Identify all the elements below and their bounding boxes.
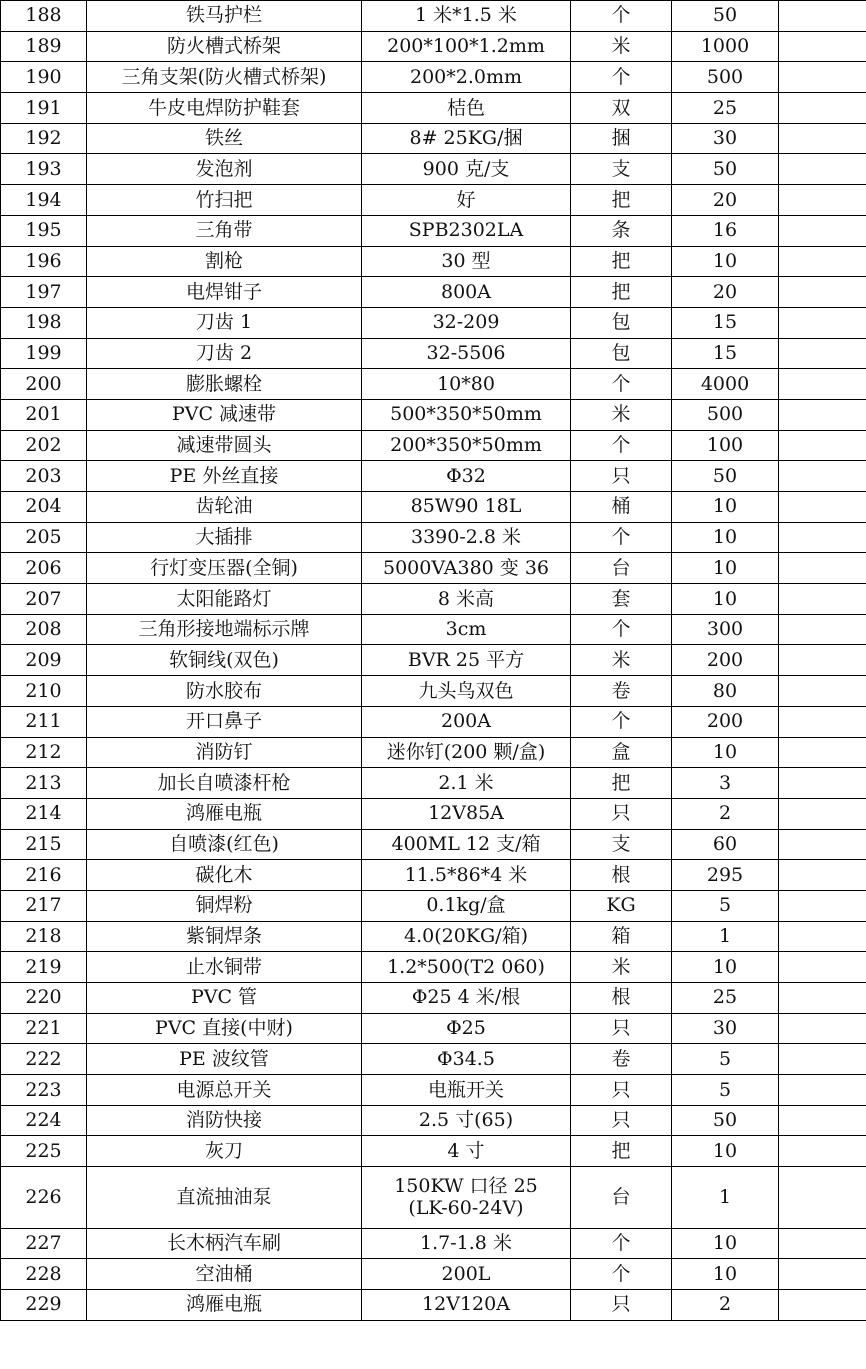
item-name-cell: 电焊钳子 <box>87 277 362 308</box>
item-quantity-cell: 5 <box>672 890 779 921</box>
table-row <box>1 31 866 62</box>
item-name-cell: 软铜线(双色) <box>87 645 362 676</box>
item-name-cell: 防水胶布 <box>87 676 362 707</box>
item-quantity-cell: 10 <box>672 584 779 615</box>
row-number-cell: 191 <box>1 93 87 124</box>
row-number-cell: 201 <box>1 399 87 430</box>
item-quantity-cell: 200 <box>672 706 779 737</box>
item-quantity-cell: 10 <box>672 1136 779 1167</box>
item-note-cell <box>779 492 866 523</box>
item-note-cell <box>779 1167 866 1228</box>
table-row <box>1 1075 866 1106</box>
item-unit-cell: 个 <box>571 1228 672 1259</box>
row-number-cell: 203 <box>1 461 87 492</box>
item-name-cell: 刀齿 1 <box>87 307 362 338</box>
row-number-cell: 214 <box>1 798 87 829</box>
row-number-cell: 212 <box>1 737 87 768</box>
row-number-cell: 224 <box>1 1105 87 1136</box>
item-spec-cell: 12V85A <box>362 798 571 829</box>
item-quantity-cell: 50 <box>672 1105 779 1136</box>
table-row <box>1 215 866 246</box>
item-spec-cell: 900 克/支 <box>362 154 571 185</box>
row-number-cell: 200 <box>1 369 87 400</box>
table-row <box>1 553 866 584</box>
item-quantity-cell: 295 <box>672 860 779 891</box>
item-quantity-cell: 20 <box>672 185 779 216</box>
item-spec-cell: Φ32 <box>362 461 571 492</box>
item-quantity-cell: 10 <box>672 952 779 983</box>
table-row <box>1 1289 866 1320</box>
item-note-cell <box>779 1013 866 1044</box>
item-spec-cell: 3cm <box>362 614 571 645</box>
item-spec-cell: BVR 25 平方 <box>362 645 571 676</box>
item-note-cell <box>779 93 866 124</box>
table-row <box>1 614 866 645</box>
table-row <box>1 645 866 676</box>
item-spec-cell: SPB2302LA <box>362 215 571 246</box>
item-note-cell <box>779 1228 866 1259</box>
item-name-cell: 消防钉 <box>87 737 362 768</box>
item-name-cell: 灰刀 <box>87 1136 362 1167</box>
item-name-cell: 三角形接地端标示牌 <box>87 614 362 645</box>
item-quantity-cell: 500 <box>672 399 779 430</box>
item-name-cell: 行灯变压器(全铜) <box>87 553 362 584</box>
item-quantity-cell: 50 <box>672 1 779 32</box>
table-row <box>1 246 866 277</box>
item-name-cell: 开口鼻子 <box>87 706 362 737</box>
item-note-cell <box>779 890 866 921</box>
item-name-cell: 紫铜焊条 <box>87 921 362 952</box>
item-name-cell: 三角带 <box>87 215 362 246</box>
item-name-cell: 铜焊粉 <box>87 890 362 921</box>
item-spec-cell: 好 <box>362 185 571 216</box>
row-number-cell: 197 <box>1 277 87 308</box>
item-spec-cell: 2.5 寸(65) <box>362 1105 571 1136</box>
item-unit-cell: 套 <box>571 584 672 615</box>
row-number-cell: 218 <box>1 921 87 952</box>
item-name-cell: PE 波纹管 <box>87 1044 362 1075</box>
item-name-cell: 竹扫把 <box>87 185 362 216</box>
item-note-cell <box>779 676 866 707</box>
row-number-cell: 194 <box>1 185 87 216</box>
item-quantity-cell: 60 <box>672 829 779 860</box>
table-row <box>1 1105 866 1136</box>
item-note-cell <box>779 952 866 983</box>
item-quantity-cell: 4000 <box>672 369 779 400</box>
table-row <box>1 1136 866 1167</box>
item-quantity-cell: 10 <box>672 492 779 523</box>
item-unit-cell: 个 <box>571 614 672 645</box>
item-quantity-cell: 500 <box>672 62 779 93</box>
item-spec-cell: 4 寸 <box>362 1136 571 1167</box>
item-quantity-cell: 15 <box>672 338 779 369</box>
item-name-cell: 止水铜带 <box>87 952 362 983</box>
item-unit-cell: 桶 <box>571 492 672 523</box>
item-note-cell <box>779 154 866 185</box>
table-row <box>1 768 866 799</box>
item-name-cell: PE 外丝直接 <box>87 461 362 492</box>
row-number-cell: 228 <box>1 1259 87 1290</box>
item-quantity-cell: 30 <box>672 1013 779 1044</box>
item-spec-cell: 400ML 12 支/箱 <box>362 829 571 860</box>
item-unit-cell: 支 <box>571 154 672 185</box>
item-unit-cell: 个 <box>571 62 672 93</box>
item-unit-cell: KG <box>571 890 672 921</box>
item-name-cell: 牛皮电焊防护鞋套 <box>87 93 362 124</box>
item-quantity-cell: 10 <box>672 1259 779 1290</box>
item-spec-cell: 200*350*50mm <box>362 430 571 461</box>
row-number-cell: 206 <box>1 553 87 584</box>
item-name-cell: 长木柄汽车刷 <box>87 1228 362 1259</box>
row-number-cell: 223 <box>1 1075 87 1106</box>
row-number-cell: 213 <box>1 768 87 799</box>
item-unit-cell: 捆 <box>571 123 672 154</box>
item-note-cell <box>779 614 866 645</box>
item-note-cell <box>779 737 866 768</box>
item-quantity-cell: 10 <box>672 246 779 277</box>
item-unit-cell: 条 <box>571 215 672 246</box>
item-unit-cell: 把 <box>571 1136 672 1167</box>
item-spec-cell: 3390-2.8 米 <box>362 522 571 553</box>
item-spec-cell: 800A <box>362 277 571 308</box>
item-spec-cell: 2.1 米 <box>362 768 571 799</box>
item-spec-cell: 500*350*50mm <box>362 399 571 430</box>
item-quantity-cell: 16 <box>672 215 779 246</box>
item-note-cell <box>779 430 866 461</box>
item-quantity-cell: 10 <box>672 522 779 553</box>
item-spec-cell: 30 型 <box>362 246 571 277</box>
item-unit-cell: 包 <box>571 307 672 338</box>
item-quantity-cell: 10 <box>672 737 779 768</box>
row-number-cell: 205 <box>1 522 87 553</box>
table-row <box>1 706 866 737</box>
item-spec-cell: 迷你钉(200 颗/盒) <box>362 737 571 768</box>
item-unit-cell: 个 <box>571 369 672 400</box>
item-note-cell <box>779 31 866 62</box>
table-row <box>1 461 866 492</box>
item-note-cell <box>779 768 866 799</box>
item-name-cell: 齿轮油 <box>87 492 362 523</box>
table-row <box>1 1 866 32</box>
item-note-cell <box>779 584 866 615</box>
item-quantity-cell: 25 <box>672 983 779 1014</box>
row-number-cell: 202 <box>1 430 87 461</box>
item-quantity-cell: 50 <box>672 154 779 185</box>
item-note-cell <box>779 185 866 216</box>
table-row <box>1 676 866 707</box>
table-row <box>1 154 866 185</box>
item-spec-cell: 200L <box>362 1259 571 1290</box>
item-note-cell <box>779 123 866 154</box>
item-note-cell <box>779 399 866 430</box>
item-name-cell: 铁马护栏 <box>87 1 362 32</box>
table-row <box>1 277 866 308</box>
item-unit-cell: 把 <box>571 246 672 277</box>
item-unit-cell: 把 <box>571 768 672 799</box>
item-spec-cell: 4.0(20KG/箱) <box>362 921 571 952</box>
table-row <box>1 1013 866 1044</box>
item-name-cell: 直流抽油泵 <box>87 1167 362 1228</box>
item-unit-cell: 卷 <box>571 676 672 707</box>
table-row <box>1 399 866 430</box>
table-row <box>1 952 866 983</box>
item-unit-cell: 个 <box>571 1 672 32</box>
row-number-cell: 222 <box>1 1044 87 1075</box>
item-name-cell: 自喷漆(红色) <box>87 829 362 860</box>
item-unit-cell: 只 <box>571 798 672 829</box>
row-number-cell: 188 <box>1 1 87 32</box>
item-spec-cell <box>362 1167 571 1228</box>
item-quantity-cell: 1000 <box>672 31 779 62</box>
row-number-cell: 195 <box>1 215 87 246</box>
item-unit-cell: 个 <box>571 1259 672 1290</box>
table-row <box>1 1044 866 1075</box>
row-number-cell: 227 <box>1 1228 87 1259</box>
item-unit-cell: 把 <box>571 277 672 308</box>
item-note-cell <box>779 553 866 584</box>
inventory-table-body <box>1 1 866 1321</box>
item-spec-cell: 200*2.0mm <box>362 62 571 93</box>
item-note-cell <box>779 1075 866 1106</box>
item-name-cell: 鸿雁电瓶 <box>87 798 362 829</box>
item-note-cell <box>779 62 866 93</box>
item-note-cell <box>779 645 866 676</box>
item-unit-cell: 只 <box>571 1289 672 1320</box>
item-spec-cell: 32-209 <box>362 307 571 338</box>
item-unit-cell: 米 <box>571 645 672 676</box>
item-quantity-cell: 10 <box>672 1228 779 1259</box>
table-row <box>1 338 866 369</box>
table-row <box>1 829 866 860</box>
item-unit-cell: 个 <box>571 430 672 461</box>
table-row <box>1 307 866 338</box>
item-spec-cell: Φ25 4 米/根 <box>362 983 571 1014</box>
item-name-cell: 膨胀螺栓 <box>87 369 362 400</box>
table-row <box>1 522 866 553</box>
item-spec-cell: 桔色 <box>362 93 571 124</box>
item-unit-cell: 卷 <box>571 1044 672 1075</box>
item-name-cell: 铁丝 <box>87 123 362 154</box>
item-spec-cell: 1.7-1.8 米 <box>362 1228 571 1259</box>
item-quantity-cell: 300 <box>672 614 779 645</box>
item-spec-cell: 200A <box>362 706 571 737</box>
item-note-cell <box>779 461 866 492</box>
row-number-cell: 229 <box>1 1289 87 1320</box>
item-name-cell: 减速带圆头 <box>87 430 362 461</box>
table-row <box>1 890 866 921</box>
table-row <box>1 430 866 461</box>
row-number-cell: 219 <box>1 952 87 983</box>
row-number-cell: 221 <box>1 1013 87 1044</box>
row-number-cell: 215 <box>1 829 87 860</box>
item-name-cell: 三角支架(防火槽式桥架) <box>87 62 362 93</box>
item-name-cell: 碳化木 <box>87 860 362 891</box>
item-quantity-cell: 50 <box>672 461 779 492</box>
item-unit-cell: 支 <box>571 829 672 860</box>
item-note-cell <box>779 522 866 553</box>
item-spec-cell: Φ25 <box>362 1013 571 1044</box>
table-row <box>1 492 866 523</box>
item-quantity-cell: 1 <box>672 1167 779 1228</box>
item-note-cell <box>779 1 866 32</box>
item-unit-cell: 个 <box>571 706 672 737</box>
item-spec-cell: 85W90 18L <box>362 492 571 523</box>
item-note-cell <box>779 1259 866 1290</box>
table-row <box>1 93 866 124</box>
table-row <box>1 1228 866 1259</box>
item-quantity-cell: 25 <box>672 93 779 124</box>
item-unit-cell: 只 <box>571 1013 672 1044</box>
row-number-cell: 210 <box>1 676 87 707</box>
item-spec-cell: 1 米*1.5 米 <box>362 1 571 32</box>
item-spec-cell: 10*80 <box>362 369 571 400</box>
row-number-cell: 220 <box>1 983 87 1014</box>
item-unit-cell: 双 <box>571 93 672 124</box>
item-quantity-cell: 1 <box>672 921 779 952</box>
item-unit-cell: 台 <box>571 553 672 584</box>
item-name-cell: 大插排 <box>87 522 362 553</box>
item-spec-cell: 5000VA380 变 36 <box>362 553 571 584</box>
item-name-cell: 防火槽式桥架 <box>87 31 362 62</box>
item-note-cell <box>779 369 866 400</box>
row-number-cell: 189 <box>1 31 87 62</box>
item-name-cell: 电源总开关 <box>87 1075 362 1106</box>
item-note-cell <box>779 798 866 829</box>
table-row <box>1 737 866 768</box>
item-name-cell: 鸿雁电瓶 <box>87 1289 362 1320</box>
item-quantity-cell: 2 <box>672 1289 779 1320</box>
item-unit-cell: 箱 <box>571 921 672 952</box>
item-unit-cell: 把 <box>571 185 672 216</box>
item-spec-cell: 0.1kg/盒 <box>362 890 571 921</box>
item-name-cell: 消防快接 <box>87 1105 362 1136</box>
item-spec-cell: 11.5*86*4 米 <box>362 860 571 891</box>
row-number-cell: 190 <box>1 62 87 93</box>
item-note-cell <box>779 1289 866 1320</box>
item-unit-cell: 个 <box>571 522 672 553</box>
table-row <box>1 983 866 1014</box>
item-note-cell <box>779 307 866 338</box>
item-unit-cell: 包 <box>571 338 672 369</box>
item-name-cell: PVC 管 <box>87 983 362 1014</box>
item-spec-cell: 12V120A <box>362 1289 571 1320</box>
item-quantity-cell: 100 <box>672 430 779 461</box>
item-note-cell <box>779 277 866 308</box>
item-name-cell: PVC 直接(中财) <box>87 1013 362 1044</box>
item-unit-cell: 米 <box>571 31 672 62</box>
item-note-cell <box>779 246 866 277</box>
item-unit-cell: 米 <box>571 399 672 430</box>
item-unit-cell: 台 <box>571 1167 672 1228</box>
row-number-cell: 199 <box>1 338 87 369</box>
table-row <box>1 62 866 93</box>
item-name-cell: 空油桶 <box>87 1259 362 1290</box>
table-row <box>1 123 866 154</box>
item-note-cell <box>779 860 866 891</box>
item-unit-cell: 盒 <box>571 737 672 768</box>
item-unit-cell: 根 <box>571 860 672 891</box>
row-number-cell: 216 <box>1 860 87 891</box>
row-number-cell: 198 <box>1 307 87 338</box>
item-name-cell: PVC 减速带 <box>87 399 362 430</box>
item-name-cell: 太阳能路灯 <box>87 584 362 615</box>
item-note-cell <box>779 983 866 1014</box>
table-row <box>1 369 866 400</box>
row-number-cell: 226 <box>1 1167 87 1228</box>
item-note-cell <box>779 706 866 737</box>
item-quantity-cell: 30 <box>672 123 779 154</box>
row-number-cell: 193 <box>1 154 87 185</box>
item-quantity-cell: 5 <box>672 1075 779 1106</box>
item-name-cell: 刀齿 2 <box>87 338 362 369</box>
item-spec-cell: 九头鸟双色 <box>362 676 571 707</box>
table-row <box>1 860 866 891</box>
row-number-cell: 225 <box>1 1136 87 1167</box>
table-row <box>1 1259 866 1290</box>
item-note-cell <box>779 1044 866 1075</box>
item-spec-cell: Φ34.5 <box>362 1044 571 1075</box>
item-quantity-cell: 20 <box>672 277 779 308</box>
row-number-cell: 209 <box>1 645 87 676</box>
item-note-cell <box>779 215 866 246</box>
item-quantity-cell: 10 <box>672 553 779 584</box>
item-note-cell <box>779 1105 866 1136</box>
row-number-cell: 196 <box>1 246 87 277</box>
item-quantity-cell: 15 <box>672 307 779 338</box>
item-note-cell <box>779 921 866 952</box>
item-name-cell: 割枪 <box>87 246 362 277</box>
item-name-cell: 发泡剂 <box>87 154 362 185</box>
item-quantity-cell: 5 <box>672 1044 779 1075</box>
row-number-cell: 207 <box>1 584 87 615</box>
item-unit-cell: 根 <box>571 983 672 1014</box>
item-unit-cell: 只 <box>571 1075 672 1106</box>
item-spec-cell: 1.2*500(T2 060) <box>362 952 571 983</box>
table-row <box>1 798 866 829</box>
item-note-cell <box>779 1136 866 1167</box>
item-quantity-cell: 200 <box>672 645 779 676</box>
item-spec-cell: 200*100*1.2mm <box>362 31 571 62</box>
table-row <box>1 185 866 216</box>
row-number-cell: 217 <box>1 890 87 921</box>
item-spec-cell: 32-5506 <box>362 338 571 369</box>
item-spec-cell: 电瓶开关 <box>362 1075 571 1106</box>
item-quantity-cell: 3 <box>672 768 779 799</box>
item-note-cell <box>779 829 866 860</box>
item-unit-cell: 只 <box>571 1105 672 1136</box>
table-row <box>1 1167 866 1228</box>
item-note-cell <box>779 338 866 369</box>
row-number-cell: 211 <box>1 706 87 737</box>
item-quantity-cell: 2 <box>672 798 779 829</box>
item-spec-cell: 8 米高 <box>362 584 571 615</box>
row-number-cell: 204 <box>1 492 87 523</box>
item-unit-cell: 米 <box>571 952 672 983</box>
row-number-cell: 192 <box>1 123 87 154</box>
table-row <box>1 584 866 615</box>
item-spec-line-2: (LK-60-24V) <box>408 1197 524 1220</box>
item-spec-cell: 8# 25KG/捆 <box>362 123 571 154</box>
row-number-cell: 208 <box>1 614 87 645</box>
item-spec-line-1: 150KW 口径 25 <box>394 1174 538 1197</box>
item-quantity-cell: 80 <box>672 676 779 707</box>
item-unit-cell: 只 <box>571 461 672 492</box>
table-row <box>1 921 866 952</box>
item-name-cell: 加长自喷漆杆枪 <box>87 768 362 799</box>
